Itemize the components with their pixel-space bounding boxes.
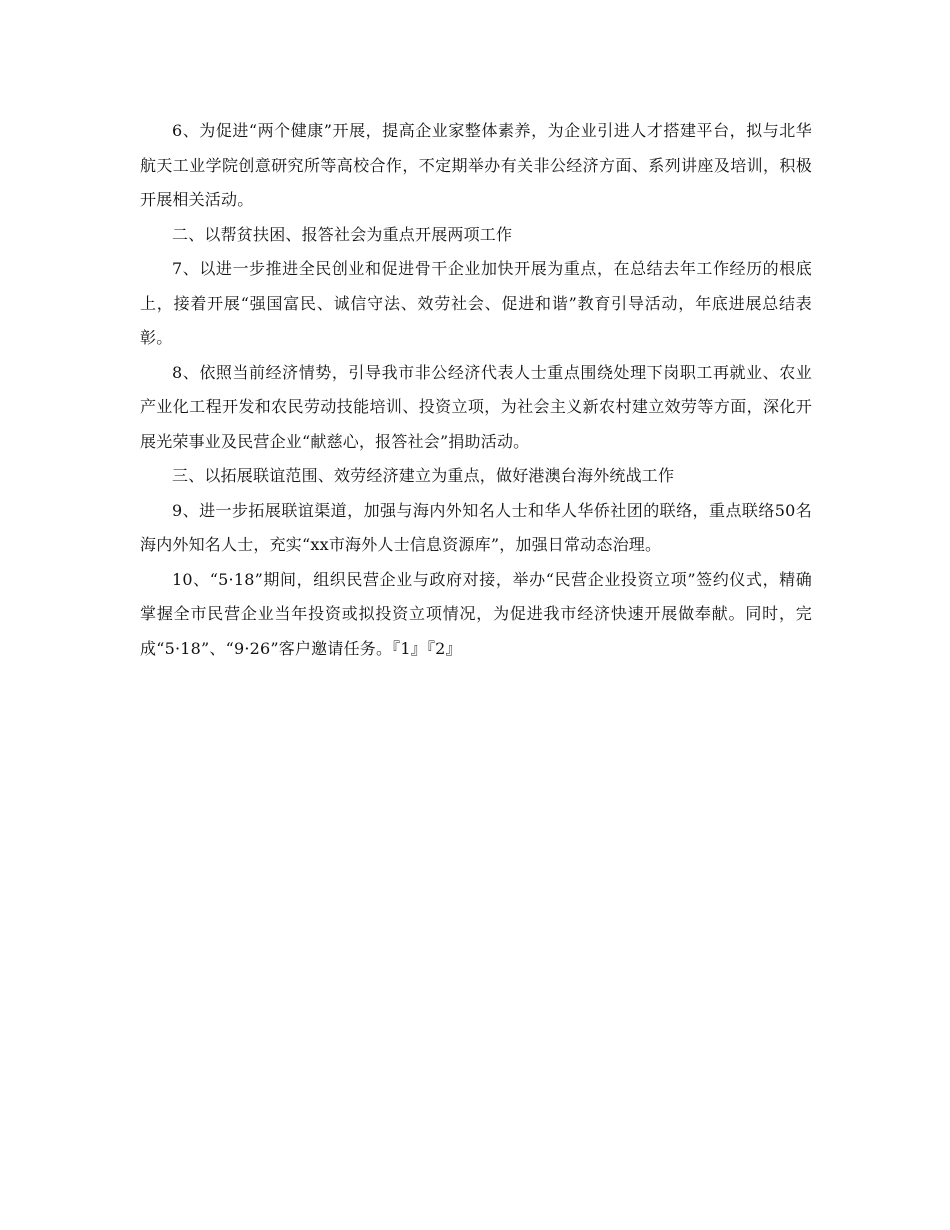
paragraph-item-10: 10、“5·18”期间，组织民营企业与政府对接，举办“民营企业投资立项”签约仪式，精确掌握全市民营企业当年投资或拟投资立项情况，为促进我市经济快速开展做奉献。同时，完成“5·18”、“9·26”客户邀请任务。『1』『2』 — [140, 569, 812, 658]
paragraph-item-8: 8、依照当前经济情势，引导我市非公经济代表人士重点围绕处理下岗职工再就业、农业产业化工程开发和农民劳动技能培训、投资立项，为社会主义新农村建立效劳等方面，深化开展光荣事业及民营企业“献慈心，报答社会”捐助活动。 — [140, 362, 812, 451]
paragraph-item-9: 9、进一步拓展联谊渠道，加强与海内外知名人士和华人华侨社团的联络，重点联络50名海内外知名人士，充实“xx市海外人士信息资源库”，加强日常动态治理。 — [140, 500, 812, 554]
section-heading-3: 三、以拓展联谊范围、效劳经济建立为重点，做好港澳台海外统战工作 — [172, 466, 675, 485]
document-body — [140, 114, 812, 666]
section-heading-2: 二、以帮贫扶困、报答社会为重点开展两项工作 — [172, 224, 513, 244]
paragraph-item-7: 7、以进一步推进全民创业和促进骨干企业加快开展为重点，在总结去年工作经历的根底上，接着开展“强国富民、诚信守法、效劳社会、促进和谐”教育引导活动，年底进展总结表彰。 — [140, 259, 812, 347]
paragraph-item-6: 6、为促进“两个健康”开展，提高企业家整体素养，为企业引进人才搭建平台，拟与北华航天工业学院创意研究所等高校合作，不定期举办有关非公经济方面、系列讲座及培训，积极开展相关活动。 — [140, 121, 812, 209]
